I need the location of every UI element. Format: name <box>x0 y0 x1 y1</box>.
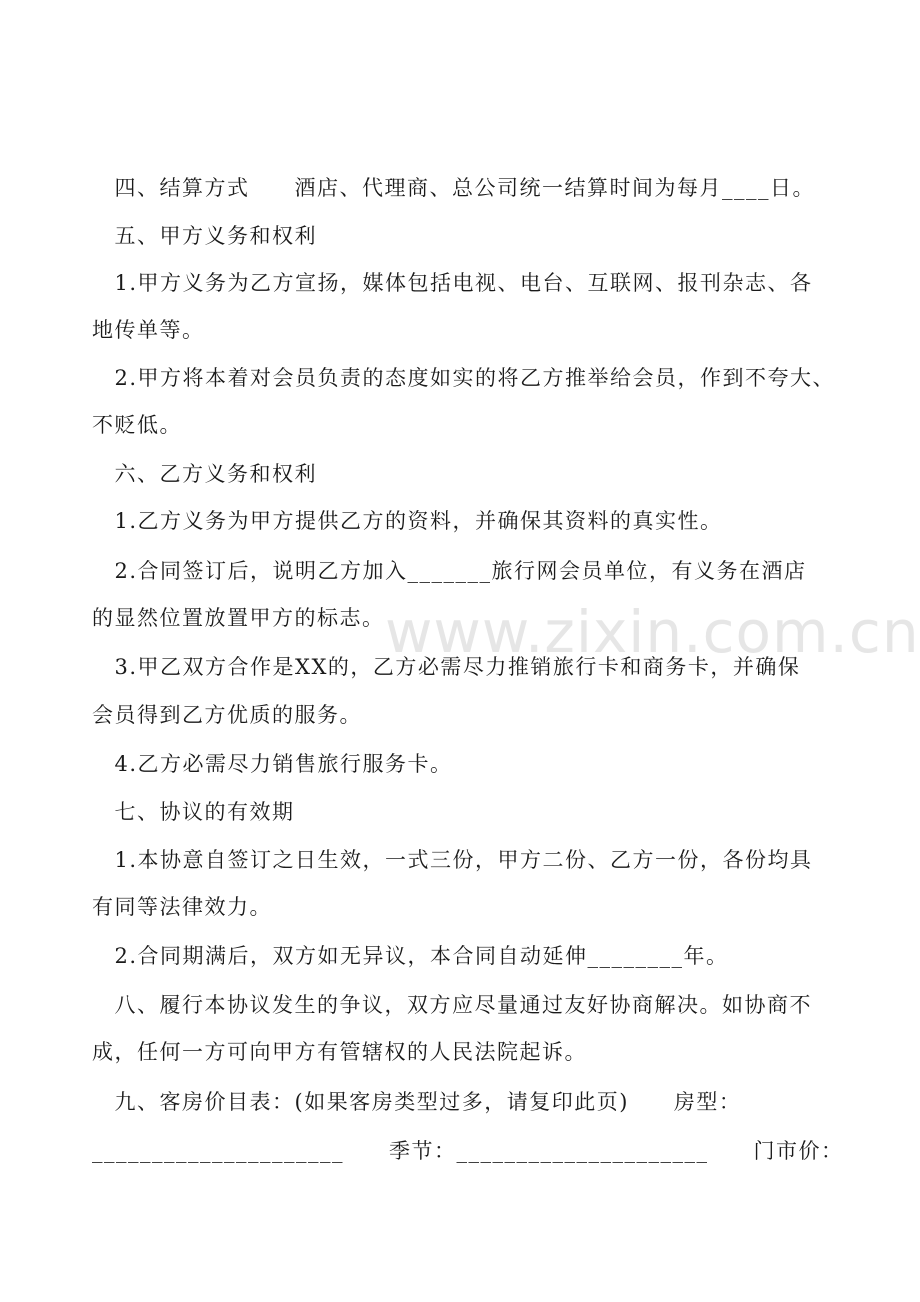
section-7-item-2: 2.合同期满后，双方如无异议，本合同自动延伸________年。 <box>92 944 729 968</box>
section-7-item-1: 1.本协意自签订之日生效，一式三份，甲方二份、乙方一份，各份均具 <box>92 848 813 872</box>
section-8-dispute: 八、履行本协议发生的争议，双方应尽量通过友好协商解决。如协商不 <box>92 993 812 1017</box>
section-6-item-3-cont: 会员得到乙方优质的服务。 <box>92 703 362 727</box>
section-5-item-1-cont: 地传单等。 <box>92 318 205 342</box>
section-6-item-2: 2.合同签订后，说明乙方加入_______旅行网会员单位，有义务在酒店 <box>92 559 807 583</box>
section-7-heading: 七、协议的有效期 <box>92 800 295 824</box>
section-6-item-1: 1.乙方义务为甲方提供乙方的资料，并确保其资料的真实性。 <box>92 509 723 533</box>
room-price-fields: _____________________ 季节：_____________________ 门市价： <box>92 1139 844 1163</box>
section-5-item-1: 1.甲方义务为乙方宣扬，媒体包括电视、电台、互联网、报刊杂志、各 <box>92 271 813 295</box>
section-5-item-2-cont: 不贬低。 <box>92 413 182 437</box>
section-9-room-price: 九、客房价目表：(如果客房类型过多，请复印此页) 房型： <box>92 1090 742 1114</box>
section-8-dispute-cont: 成，任何一方可向甲方有管辖权的人民法院起诉。 <box>92 1040 587 1064</box>
section-6-item-2-cont: 的显然位置放置甲方的标志。 <box>92 606 385 630</box>
section-6-heading: 六、乙方义务和权利 <box>92 462 317 486</box>
section-5-item-2: 2.甲方将本着对会员负责的态度如实的将乙方推举给会员，作到不夸大、 <box>92 366 836 390</box>
section-4-settlement: 四、结算方式 酒店、代理商、总公司统一结算时间为每月____日。 <box>92 176 815 200</box>
section-6-item-4: 4.乙方必需尽力销售旅行服务卡。 <box>92 752 453 776</box>
section-5-heading: 五、甲方义务和权利 <box>92 224 317 248</box>
section-6-item-3: 3.甲乙双方合作是XX的，乙方必需尽力推销旅行卡和商务卡，并确保 <box>92 655 801 679</box>
section-7-item-1-cont: 有同等法律效力。 <box>92 895 272 919</box>
watermark: www.zixin.com.cn <box>385 598 920 666</box>
